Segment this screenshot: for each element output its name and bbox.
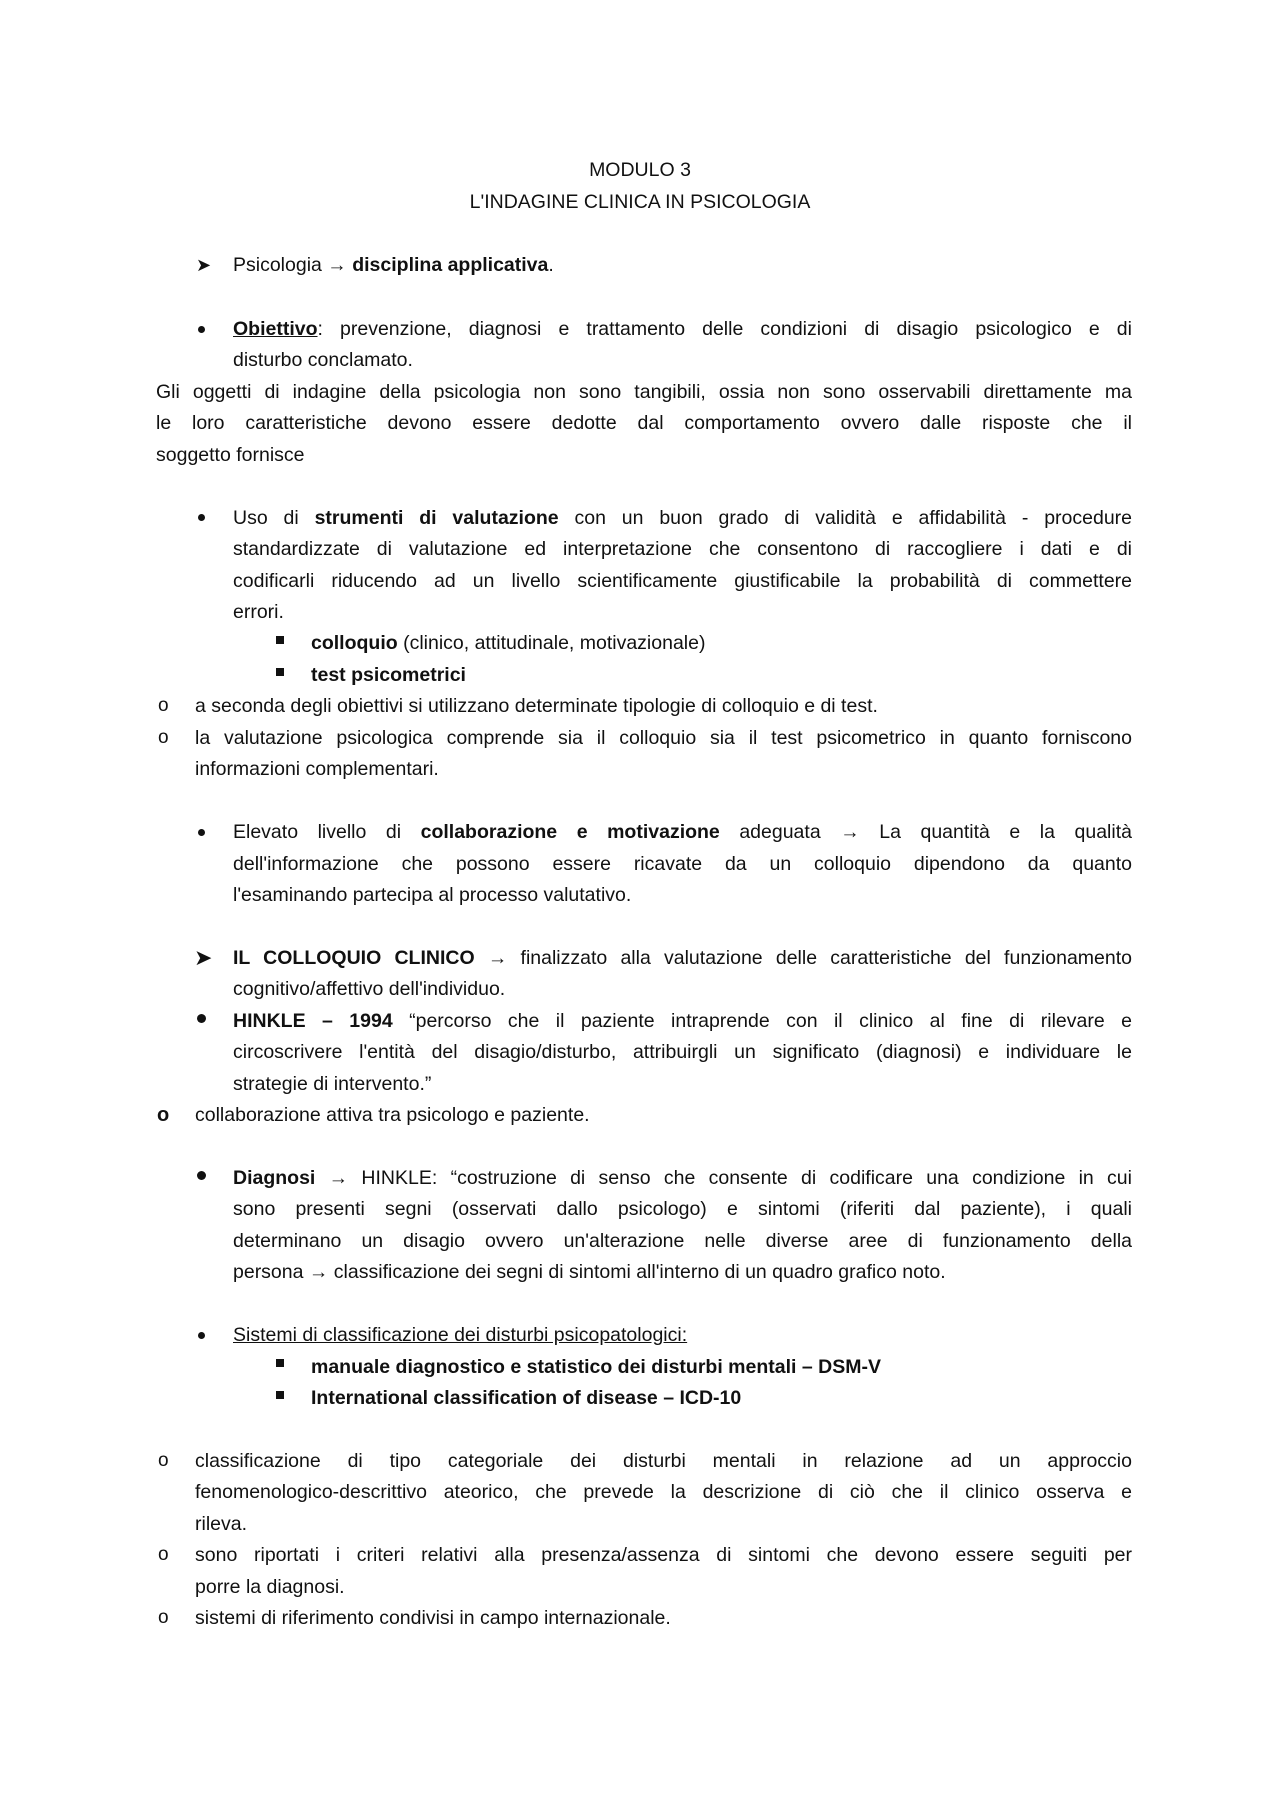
circle-bullet-icon: o [158,727,169,748]
text: Psicologia → [233,254,353,276]
text: Elevato livello di [233,821,421,843]
bold-term: manuale diagnostico e statistico dei disturbi mentali – DSM-V [311,1356,881,1378]
circle-bullet-icon: o [158,1450,169,1471]
paragraph-strumenti-line4: errori. [233,601,284,623]
paragraph-collaborazione-line1 [233,820,1132,844]
bullet-dot-icon [198,326,205,333]
square-bullet-icon [276,636,284,644]
underlined-text: Sistemi di classificazione dei disturbi psicopatologici: [233,1324,688,1346]
text: (clinico, attitudinale, motivazionale) [397,632,706,654]
paragraph-strumenti-line1 [233,506,1132,530]
paragraph-oggetti-line1: Gli oggetti di indagine della psicologia non sono tangibili, ossia non sono osservabili direttamente ma [156,381,1132,403]
circle-bullet-icon: o [157,1104,170,1126]
page-title: L'INDAGINE CLINICA IN PSICOLOGIA [469,191,811,213]
text: : prevenzione, diagnosi e trattamento delle condizioni di disagio psicologico e di [317,318,1132,340]
arrowhead-bullet-icon: ➤ [196,255,212,275]
paragraph-psicologia [233,253,554,277]
bullet-dot-icon [197,1014,206,1023]
bold-term: HINKLE – 1994 [233,1010,393,1032]
bullet-dot-icon [198,514,205,521]
paragraph-obiettivo-line2: disturbo conclamato. [233,349,413,371]
paragraph-criteri-line2: porre la diagnosi. [195,1576,345,1598]
text: . [548,254,554,276]
bullet-dot-icon [198,1332,205,1339]
module-heading: MODULO 3 [589,159,691,181]
text: con un buon grado di validità e affidabilità - procedure [558,507,1132,529]
bold-term: colloquio [311,632,398,654]
paragraph-diagnosi-line2: sono presenti segni (osservati dallo psicologo) e sintomi (riferiti dal paziente), i quali [233,1198,1132,1220]
paragraph-colloquio-clinico-line2: cognitivo/affettivo dell'individuo. [233,978,506,1000]
paragraph-colloquio-clinico-line1 [233,946,1132,970]
paragraph-valutazione-line1: la valutazione psicologica comprende sia il colloquio sia il test psicometrico in quanto forniscono [195,727,1132,749]
text: → finalizzato alla valutazione delle caratteristiche del funzionamento [474,947,1132,969]
circle-bullet-icon: o [158,695,169,716]
sub-item-colloquio [311,631,705,655]
arrowhead-bullet-icon: ➤ [194,945,213,970]
paragraph-oggetti-line2: le loro caratteristiche devono essere dedotte dal comportamento ovvero dalle risposte che il [156,412,1132,434]
bold-term: IL COLLOQUIO CLINICO [233,947,475,969]
circle-bullet-icon: o [158,1544,169,1565]
sub-item-dsm [311,1355,881,1379]
paragraph-criteri-line1: sono riportati i criteri relativi alla presenza/assenza di sintomi che devono essere seguiti per [195,1544,1132,1566]
sub-item-icd [311,1386,741,1410]
paragraph-strumenti-line2: standardizzate di valutazione ed interpretazione che consentono di raccogliere i dati e di [233,538,1132,560]
bullet-dot-icon [197,1171,206,1180]
circle-bullet-icon: o [158,1607,169,1628]
paragraph-oggetti-line3: soggetto fornisce [156,444,305,466]
paragraph-diagnosi-line3: determinano un disagio ovvero un'alterazione nelle diverse aree di funzionamento della [233,1230,1132,1252]
paragraph-classificazione-line1: classificazione di tipo categoriale dei disturbi mentali in relazione ad un approccio [195,1450,1132,1472]
bold-term: strumenti di valutazione [314,507,559,529]
paragraph-strumenti-line3: codificarli riducendo ad un livello scientificamente giustificabile la probabilità di commettere [233,570,1132,592]
text: adeguata → La quantità e la qualità [719,821,1132,843]
bold-term: International classification of disease – ICD-10 [311,1387,742,1409]
paragraph-hinkle-line2: circoscrivere l'entità del disagio/disturbo, attribuirgli un significato (diagnosi) e individuare le [233,1041,1132,1063]
text: “percorso che il paziente intraprende con il clinico al fine di rilevare e [392,1010,1132,1032]
bold-term: Diagnosi [233,1167,316,1189]
bullet-dot-icon [198,829,205,836]
paragraph-classificazione-line2: fenomenologico-descrittivo ateorico, che prevede la descrizione di ciò che il clinico osserva e [195,1481,1132,1503]
paragraph-classificazione-line3: rileva. [195,1513,248,1535]
square-bullet-icon [276,1359,284,1367]
sub-item-test [311,663,466,687]
paragraph-diagnosi-line4: persona → classificazione dei segni di sintomi all'interno di un quadro grafico noto. [233,1261,946,1283]
bold-term: test psicometrici [311,664,466,686]
underlined-label: Obiettivo [233,318,318,340]
paragraph-collaborazione-line2: dell'informazione che possono essere ricavate da un colloquio dipendono da quanto [233,853,1132,875]
paragraph-obiettivo-line1 [233,317,1132,341]
paragraph-hinkle-line1 [233,1009,1132,1033]
square-bullet-icon [276,668,284,676]
paragraph-sistemi-riferimento: sistemi di riferimento condivisi in campo internazionale. [195,1607,671,1629]
paragraph-obiettivi-colloquio: a seconda degli obiettivi si utilizzano determinate tipologie di colloquio e di test. [195,695,878,717]
paragraph-valutazione-line2: informazioni complementari. [195,758,439,780]
paragraph-sistemi-heading [233,1323,687,1347]
bold-term: disciplina applicativa [352,254,549,276]
paragraph-hinkle-line3: strategie di intervento.” [233,1073,432,1095]
text: Uso di [233,507,315,529]
square-bullet-icon [276,1391,284,1399]
bold-term: collaborazione e motivazione [420,821,720,843]
paragraph-collaborazione-line3: l'esaminando partecipa al processo valutativo. [233,884,632,906]
text: → HINKLE: “costruzione di senso che consente di codificare una condizione in cui [315,1167,1132,1189]
paragraph-diagnosi-line1 [233,1166,1132,1190]
paragraph-collaborazione-attiva: collaborazione attiva tra psicologo e paziente. [195,1104,590,1126]
